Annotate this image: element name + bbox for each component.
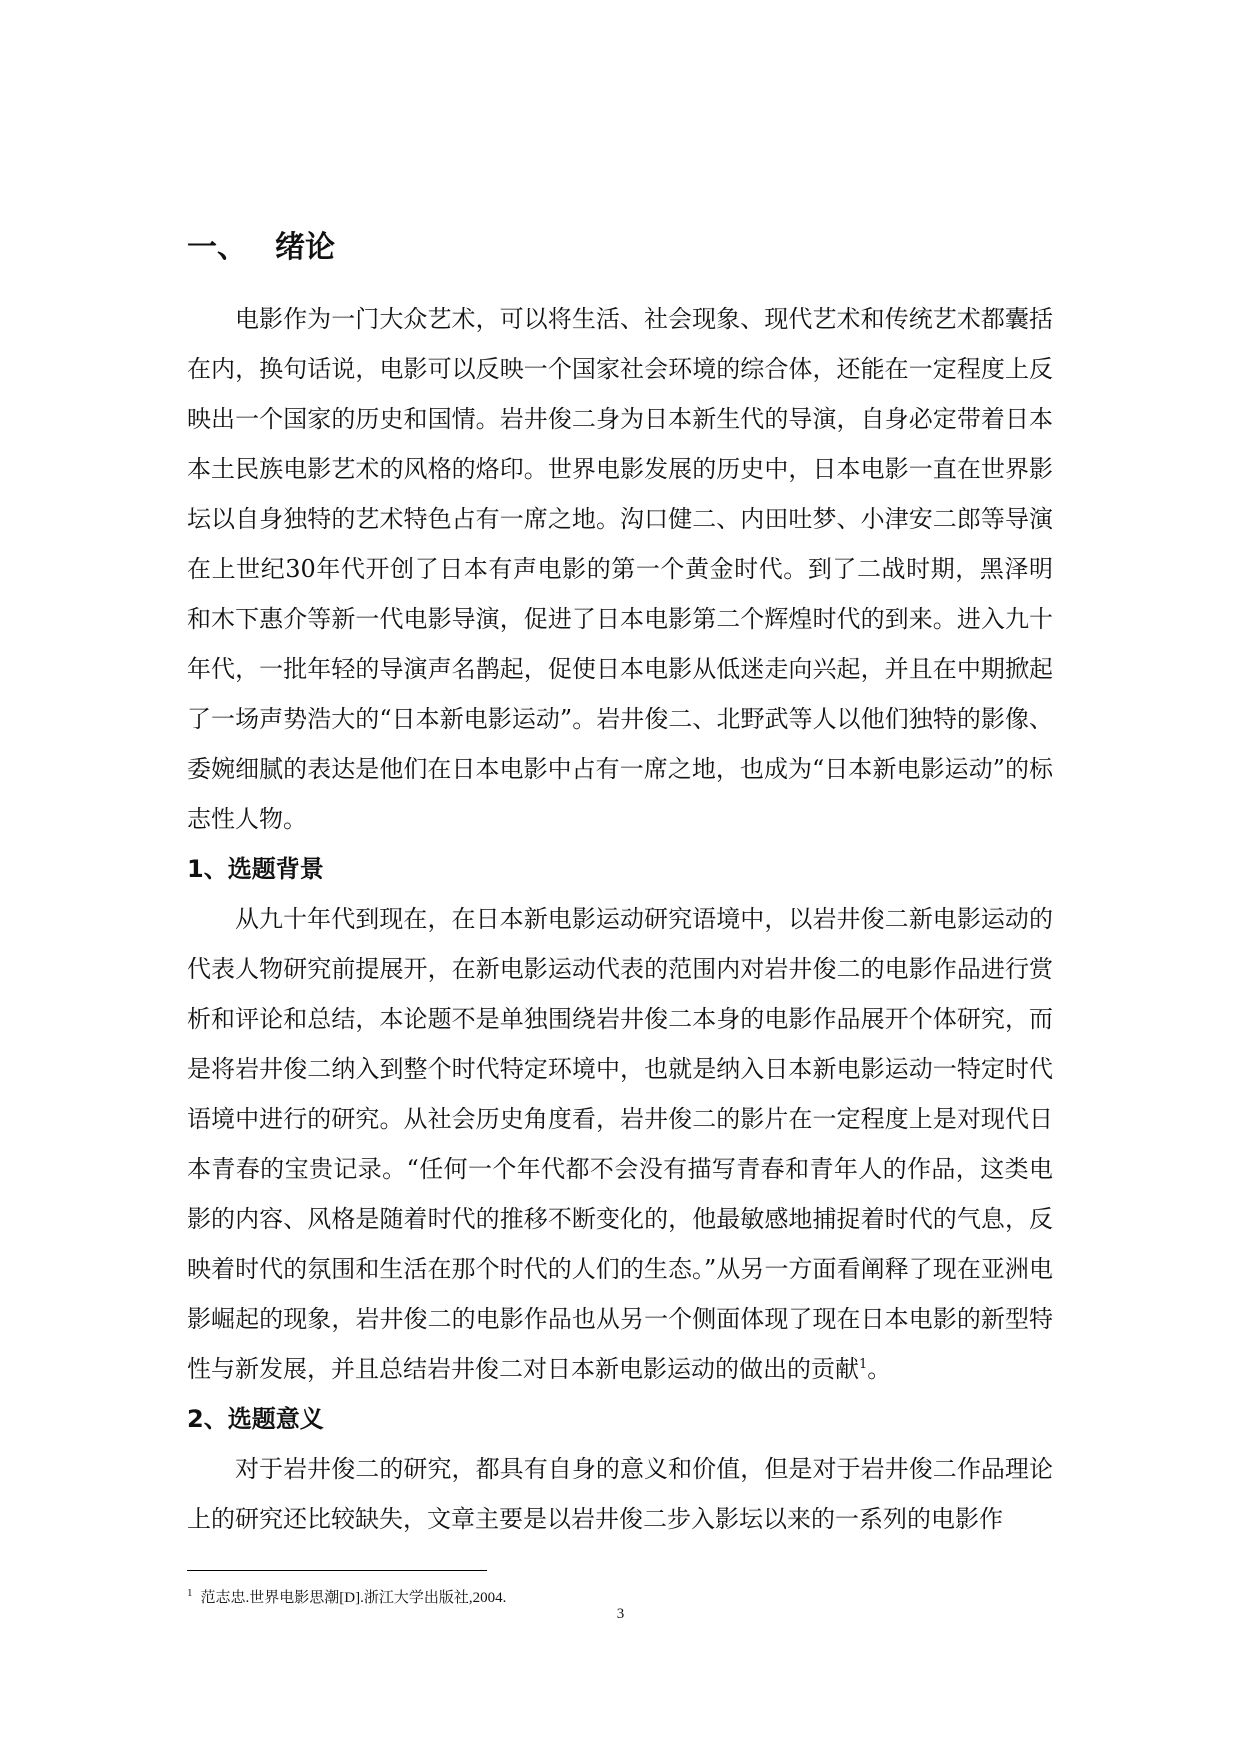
section-heading-significance: 2、选题意义 — [187, 1405, 324, 1433]
footnote — [187, 1583, 1053, 1608]
section-significance-paragraph: 对于岩井俊二的研究，都具有自身的意义和价值，但是对于岩井俊二作品理论上的研究还比较缺失，文章主要是以岩井俊二步入影坛以来的一系列的电影作 — [187, 1455, 1053, 1533]
footnote-mark: 1 — [187, 1587, 193, 1599]
section-background-paragraph — [187, 894, 1053, 1394]
section-background-end: 。 — [867, 1355, 892, 1383]
chapter-heading — [187, 222, 1053, 274]
chapter-title: 绪论 — [275, 230, 335, 265]
section-background-text: 从九十年代到现在，在日本新电影运动研究语境中，以岩井俊二新电影运动的代表人物研究前提展开，在新电影运动代表的范围内对岩井俊二的电影作品进行赏析和评论和总结，本论题不是单独围绕岩井俊二本身的电影作品展开个体研究，而是将岩井俊二纳入到整个时代特定环境中，也就是纳入日本新电影运动一特定时代语境中进行的研究。从社会历史角度看，岩井俊二的影片在一定程度上是对现代日本青春的宝贵记录。“任何一个年代都不会没有描写青春和青年人的作品，这类电影的内容、风格是随着时代的推移不断变化的，他最敏感地捕捉着时代的气息，反映着时代的氛围和生活在那个时代的人们的生态。”从另一方面看阐释了现在亚洲电影崛起的现象，岩井俊二的电影作品也从另一个侧面体现了现在日本电影的新型特性与新发展，并且总结岩井俊二对日本新电影运动的做出的贡献 — [187, 905, 1053, 1383]
footnote-reference: 1 — [859, 1357, 868, 1372]
footnote-text: 范志忠.世界电影思潮[D].浙江大学出版社,2004. — [200, 1590, 507, 1606]
page-number: 3 — [616, 1606, 625, 1622]
chapter-number: 一、 — [187, 230, 247, 265]
intro-paragraph: 电影作为一门大众艺术，可以将生活、社会现象、现代艺术和传统艺术都囊括在内，换句话说，电影可以反映一个国家社会环境的综合体，还能在一定程度上反映出一个国家的历史和国情。岩井俊二身为日本新生代的导演，自身必定带着日本本土民族电影艺术的风格的烙印。世界电影发展的历史中，日本电影一直在世界影坛以自身独特的艺术特色占有一席之地。沟口健二、内田吐梦、小津安二郎等导演在上世纪30年代开创了日本有声电影的第一个黄金时代。到了二战时期，黑泽明和木下惠介等新一代电影导演，促进了日本电影第二个辉煌时代的到来。进入九十年代，一批年轻的导演声名鹊起，促使日本电影从低迷走向兴起，并且在中期掀起了一场声势浩大的“日本新电影运动”。岩井俊二、北野武等人以他们独特的影像、委婉细腻的表达是他们在日本电影中占有一席之地，也成为“日本新电影运动”的标志性人物。 — [187, 305, 1053, 833]
body-content — [187, 222, 1053, 1544]
footnote-divider — [187, 1570, 487, 1571]
section-heading-background: 1、选题背景 — [187, 855, 324, 883]
